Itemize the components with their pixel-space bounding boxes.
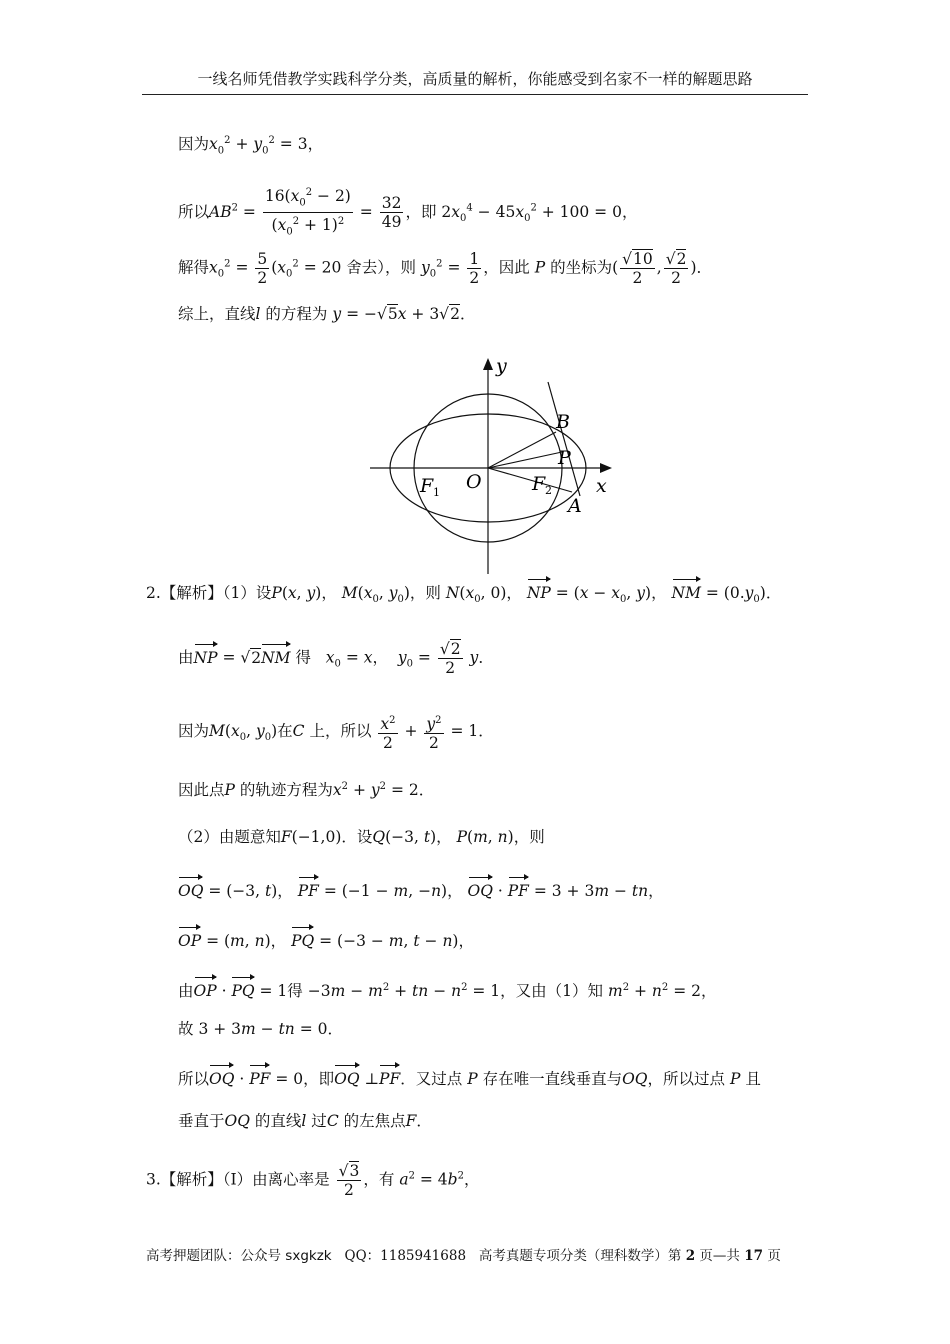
line-summary: 综上，直线l 的方程为 y = −√5x + 3√2．	[178, 305, 476, 323]
label-a: A	[568, 495, 582, 517]
header-rule	[142, 94, 808, 95]
label-unique: 存在唯一直线垂直与	[482, 1070, 623, 1088]
label-so-pass: ，所以过点	[647, 1070, 726, 1088]
label-because-2: 因为	[178, 722, 210, 741]
label-from-2: 由	[178, 982, 194, 1000]
page-header: 一线名师凭借教学实践科学分类，高质量的解析，你能感受到名家不一样的解题思路	[197, 70, 753, 88]
footer-category: 高考真题专项分类（理科数学）第	[478, 1248, 682, 1264]
label-o: O	[466, 471, 482, 493]
label-on: 上，所以	[309, 722, 372, 741]
label-traj-mid: 的轨迹方程为	[239, 781, 333, 800]
label-b: B	[556, 411, 570, 433]
label-roman1: （Ⅰ）由离心率是	[222, 1170, 330, 1189]
label-perp-to: 垂直于	[178, 1112, 225, 1130]
label-discard: 舍去），则	[346, 258, 417, 277]
label-from1: ，又由（1）知	[500, 982, 604, 1000]
line-therefore: 故 3 + 3m − tn = 0．	[178, 1020, 343, 1038]
label-f2-sub: 2	[545, 484, 552, 497]
label-because: 因为	[178, 135, 210, 154]
label-then-2: ，则	[513, 828, 545, 846]
label-namely: ，即	[405, 202, 437, 221]
item2-label: 2.【解析】	[146, 584, 223, 602]
line-trajectory: 因此点P 的轨迹方程为$x^2 + y^2 = 2$．	[178, 781, 435, 800]
line-dot-product: 由OP · PQ = 1得 $-3m - m^2$ + tn − $n^2 = 1$，又由（1）知 $m^2 + n^2 = 2$，	[178, 976, 716, 1002]
label-summary: 综上，直线	[178, 305, 256, 323]
label-f1-sub: 1	[433, 486, 440, 499]
footer-page-num: 2	[685, 1248, 696, 1264]
label-f1: F	[420, 475, 434, 497]
segment-ob	[488, 432, 556, 468]
label-then-1: ，则	[409, 584, 441, 602]
footer-page-mid: 页—共	[699, 1248, 740, 1264]
tangent-line	[548, 382, 580, 496]
footer-page-total: 17	[744, 1248, 764, 1264]
label-so-2: 所以	[178, 1070, 210, 1088]
line-solve: 解得$x_0^2$ = $\frac{5}{2}$ ($x_0^2 = 20$ 舍去），则 $y_0^2$ = $\frac{1}{2}$ ，因此 P 的坐标为( $\frac{√10}{2}$ , $\frac{√2}{2}$ )．	[178, 250, 713, 287]
label-p: P	[558, 447, 571, 469]
label-eq-is: 的方程为	[265, 305, 328, 323]
line-part2: （2）由题意知F(−1,0)．设Q(−3, t)， P(m, n)，则	[178, 828, 545, 846]
label-f2: F	[532, 473, 546, 495]
label-pass: 过	[311, 1112, 327, 1130]
line-item2-setup: 2.【解析】（1）设P(x, y)， $M(x_0$, $y_0$)，则 $N(x_0$, 0)， NP = ($x - x_0$, y)， NM = $(0.y_0)$．	[146, 578, 781, 611]
item3-label: 3.【解析】	[146, 1170, 223, 1189]
line-condition: 因为$x_0^2 + y_0^2 = 3$，	[178, 135, 324, 157]
label-coord: 的坐标为	[550, 258, 613, 277]
label-from-1: 由	[178, 648, 194, 667]
label-solve: 解得	[178, 258, 210, 277]
label-therefore: 故	[178, 1020, 194, 1038]
label-get-1: 得	[295, 648, 311, 667]
x-axis-arrow	[600, 463, 612, 473]
label-set: ．设	[341, 828, 373, 846]
label-line-l: 的直线	[254, 1112, 302, 1130]
segment-op	[488, 452, 562, 468]
line-oq-pf: OQ = (−3, t)， PF = (−1 − m, −n)， OQ · PF = 3 + 3m − tn，	[178, 876, 664, 902]
line-conclusion: 垂直于OQ 的直线l 过C 的左焦点F．	[178, 1112, 432, 1130]
line-perpendicular: 所以OQ · PF = 0，即OQ ⊥PF．又过点 P 存在唯一直线垂直与OQ，所以过点 P 且	[178, 1064, 761, 1090]
line-op-pq: OP = (m, n)， PQ = (−3 − m, t − n)，	[178, 926, 474, 952]
y-axis-arrow	[483, 358, 493, 370]
line-vector-relation: 由NP = √2NM 得 $x_0 = x$， $y_0$ = $\frac{√2}{2}$ y．	[178, 640, 494, 677]
label-again: ．又过点	[400, 1070, 463, 1088]
footer-page-end: 页	[767, 1248, 781, 1264]
segment-oa	[488, 468, 572, 492]
label-and: 且	[745, 1070, 761, 1088]
part1-label: （1）设	[222, 584, 272, 602]
label-x: x	[596, 475, 607, 497]
label-hence-p: ，因此	[483, 258, 530, 277]
label-y: y	[496, 355, 507, 377]
footer-qq-number: 1185941688	[380, 1248, 467, 1264]
label-left-focus: 的左焦点	[343, 1112, 406, 1130]
line-m-on-c: 因为$M(x_0$, $y_0$)在C 上，所以 $\frac{x^2}{2}$ + $\frac{y^2}{2}$ = 1．	[178, 712, 494, 752]
footer-team: 高考押题团队：公众号	[146, 1248, 281, 1264]
label-have: ，有	[363, 1170, 395, 1189]
page-footer	[146, 1244, 781, 1264]
line-ab-squared: 所以$AB^2$ = $\frac{16(x_0^2 - 2)}{(x_0^2 + 1)^2}$ = $\frac{32}{49}$ ，即 $2x_0^4 - 45x_0^2 + 100 = 0$，	[178, 184, 637, 242]
line-item3: 3.【解析】（Ⅰ）由离心率是 $\frac{√3}{2}$ ，有 $a^2 = 4b^2$，	[146, 1162, 480, 1199]
label-traj-pre: 因此点	[178, 781, 225, 800]
label-so: 所以	[178, 202, 210, 221]
label-get-2: 得	[287, 982, 303, 1000]
footer-account: sxgkzk	[285, 1248, 332, 1264]
label-on-c: 在	[277, 722, 293, 741]
ellipse-circle-figure	[362, 352, 622, 582]
footer-qq-label: QQ：	[344, 1248, 381, 1264]
part2-label: （2）由题意知	[178, 828, 281, 846]
